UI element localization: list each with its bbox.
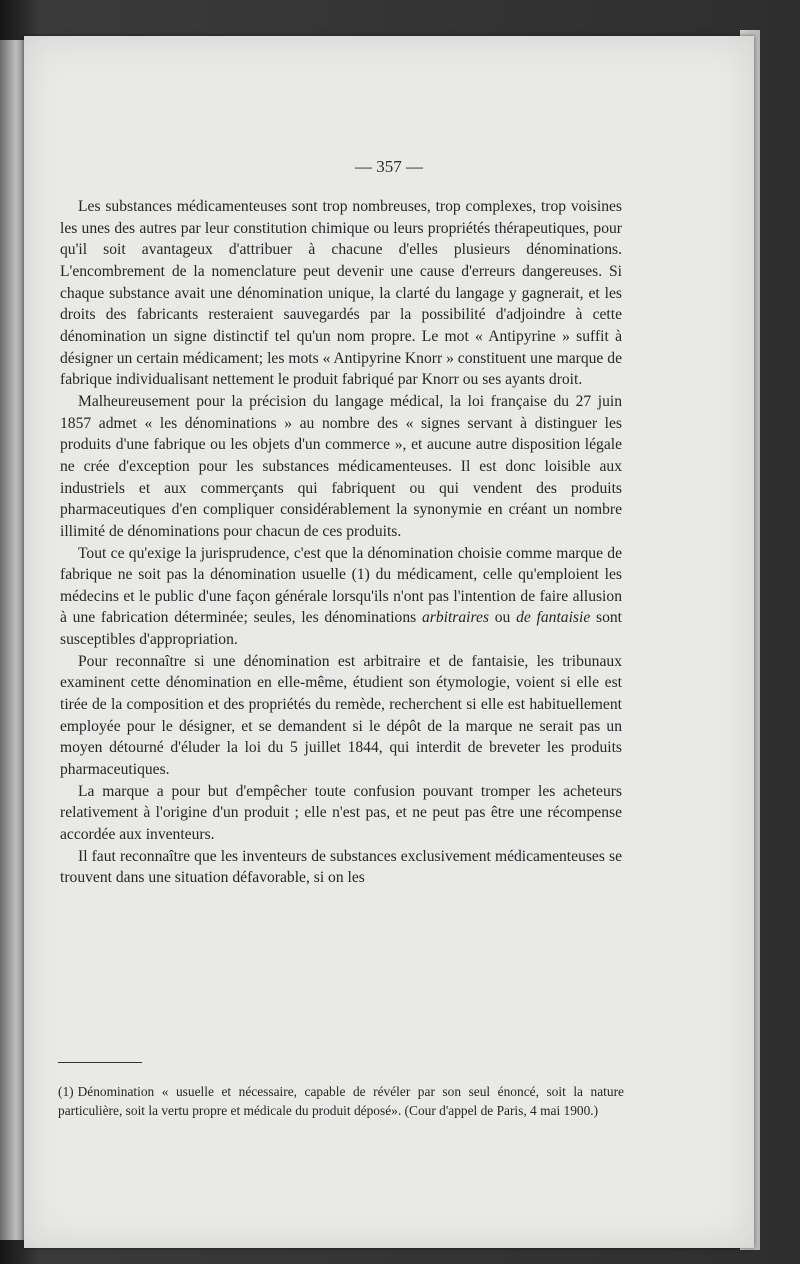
footnote-paragraph [58, 1082, 624, 1120]
paragraph: Pour reconnaître si une dénomination est arbitraire et de fantaisie, les tribunaux examinent cette dénomination en elle-même, étudient son étymologie, voient si elle est tirée de la composition et des propriétés du remède, recherchent si elle est habituellement employée pour le désigner, et se demandent si le dépôt de la marque ne serait pas un moyen détourné d'éluder la loi du 5 juillet 1844, qui interdit de breveter les produits pharmaceutiques. [60, 652, 622, 779]
footnote-marker: (1) [58, 1084, 74, 1099]
paragraph: Malheureusement pour la précision du langage médical, la loi française du 27 juin 1857 admet « les dénominations » au nombre des « signes servant à distinguer les produits d'une fabrique ou les objets d'un commerce », et aucune autre disposition légale ne crée d'exception pour les substances médicamenteuses. Il est donc loisible aux industriels et aux commerçants qui fabriquent ou qui vendent des produits pharmaceutiques d'en compliquer considérablement la synonymie en créant un nombre illimité de dénominations pour chacun de ces produits. [60, 392, 622, 540]
paragraph: La marque a pour but d'empêcher toute confusion pouvant tromper les acheteurs relativement à l'origine d'un produit ; elle n'est pas, et ne peut pas être une récompense accordée aux inventeurs. [60, 782, 622, 844]
paragraph: Les substances médicamenteuses sont trop nombreuses, trop complexes, trop voisines les unes des autres par leur constitution chimique ou leurs propriétés thérapeutiques, pour qu'il soit avantageux d'attribuer à chacune d'elles plusieurs dénominations. L'encombrement de la nomenclature peut devenir une cause d'erreurs dangereuses. Si chaque substance avait une dénomination unique, la clarté du langage y gagnerait, et les droits des fabricants resteraient sauvegardés par la possibilité d'adjoindre à cette dénomination un signe distinctif tel qu'un nom propre. Le mot « Antipyrine » suffit à désigner un certain médicament; les mots « Antipyrine Knorr » constituent une marque de fabrique individualisant nettement le produit fabriqué par Knorr ou ses ayants droit. [60, 198, 622, 389]
page-sheet [24, 36, 754, 1248]
footnote-divider [58, 1062, 142, 1063]
paragraph: Il faut reconnaître que les inventeurs de substances exclusivement médicamenteuses se trouvent dans une situation défavorable, si on les [60, 847, 622, 887]
paragraph: Tout ce qu'exige la jurisprudence, c'est que la dénomination choisie comme marque de fabrique ne soit pas la dénomination usuelle (1) du médicament, celle qu'emploient les médecins et le public d'une façon générale lorsqu'ils n'ont pas l'intention de faire allusion à une fabrication déterminée; seules, les dénominations arbitraires ou de fantaisie sont susceptibles d'appropriation. [60, 544, 623, 649]
page-number: — 357 — [355, 157, 423, 176]
left-page-edge [0, 40, 26, 1240]
footnote-text: Dénomination « usuelle et nécessaire, capable de révéler par son seul énoncé, soit la nature particulière, soit la vertu propre et médicale du produit déposé». (Cour d'appel de Paris, 4 mai 1900.) [58, 1084, 624, 1118]
body-text [60, 196, 622, 889]
footnote [58, 1082, 624, 1120]
